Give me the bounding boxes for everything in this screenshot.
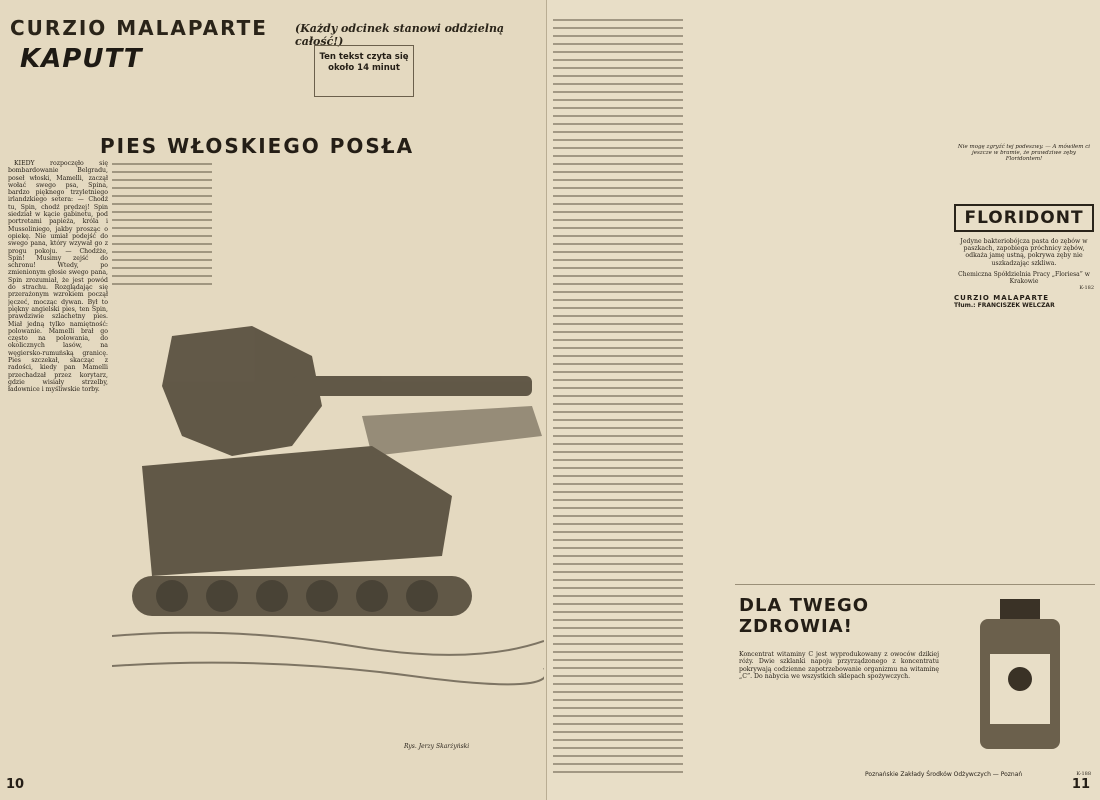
article-headline: PIES WŁOSKIEGO POSŁA <box>100 134 415 158</box>
floridont-logo: FLORIDONT <box>954 204 1094 232</box>
right-page <box>546 0 1100 800</box>
translator-credit: Tłum.: FRANCISZEK WELCZAR <box>954 301 1055 309</box>
column-text: KIEDY rozpoczęło się bombardowanie Belgradu, poseł włoski, Mamelli, zaczął wołać swego psa, Spina, bardzo pięknego trzyletniego irlandzkiego setera: — Chodź tu, Spin, chodź prędzej! Spin siedział w kącie gabinetu, pod portretami papieża, króla i Mussoliniego, jakby prosząc o opiekę. Nie umiał podejść do swego pana, który wzywał go z progu pokoju. — Chodźże, Spin! Musimy zejść do schronu! Wtedy, po zmienionym głosie swego pana, Spin zrozumiał, że jest powód do strachu. Rozglądając się przerażonym wzrokiem począł jęczeć, mocząc dywan. Był to piękny angielski pies, ten Spin, prawdziwie szlachetny pies. Miał jedną tylko namiętność: polowanie. Mamelli brał go często na polowania, do okolicznych lasów, na węgiersko-rumuńską granicę. Pies szczekał, skacząc z radości, kiedy pan Mamelli przechadzał przez korytarz, gdzie wisiały strzelby, ładownice i myśliwskie torby. <box>8 160 108 394</box>
text-lines-graphic <box>112 160 212 290</box>
text-column-r1 <box>553 14 683 784</box>
page-number-left: 10 <box>6 777 25 792</box>
text-lines-graphic <box>553 14 683 784</box>
floridont-ad <box>954 140 1094 340</box>
text-column-1 <box>8 160 108 780</box>
bottle-illustration <box>965 599 1075 759</box>
tank-illustration <box>112 296 544 746</box>
vitamin-ad-title: DLA TWEGO ZDROWIA! <box>739 595 870 637</box>
article-signature: CURZIO MALAPARTE <box>954 293 1050 302</box>
floridont-maker: Chemiczna Spółdzielnia Pracy „Floriesa” w Krakowie <box>958 270 1090 285</box>
floridont-description: Jedyne bakteriobójcza pasta do zębów w paszkach, zapobiega próchnicy zębów, odkaża jamę ustną, pokrywa zęby nie uszkadzając szkliwa. <box>960 238 1088 267</box>
page-number-right: 11 <box>1071 777 1090 792</box>
reading-time-box: Ten tekst czyta się około 14 minut <box>314 45 414 97</box>
vitamin-ad-code: K-188 <box>1076 771 1091 777</box>
floridont-cartoon-caption: Nie mogę zgryźć tej podeszwy. — A mówiłem ci jeszcze w bramie, że prawdziwe zęby Floridontem! <box>957 144 1091 162</box>
vitamin-ad <box>735 584 1095 784</box>
illustration-credit: Rys. Jerzy Skarżyński <box>404 743 470 750</box>
text-column-2-top <box>112 160 212 290</box>
left-page <box>0 0 546 800</box>
vitamin-ad-maker: Poznańskie Zakłady Środków Odżywczych — Poznań <box>865 771 1023 778</box>
floridont-ad-code: K-182 <box>1079 284 1094 291</box>
book-title: KAPUTT <box>20 44 143 74</box>
series-note: (Każdy odcinek stanowi oddzielną całość!) <box>295 22 505 48</box>
author-name: CURZIO MALAPARTE <box>10 16 268 40</box>
vitamin-ad-body: Koncentrat witaminy C jest wyprodukowany z owoców dzikiej róży. Dwie szklanki napoju przyrządzonego z koncentratu pokrywają codzienne zapotrzebowanie organizmu na witaminę „C”. Do nabycia we wszystkich sklepach spożywczych. <box>739 651 939 681</box>
